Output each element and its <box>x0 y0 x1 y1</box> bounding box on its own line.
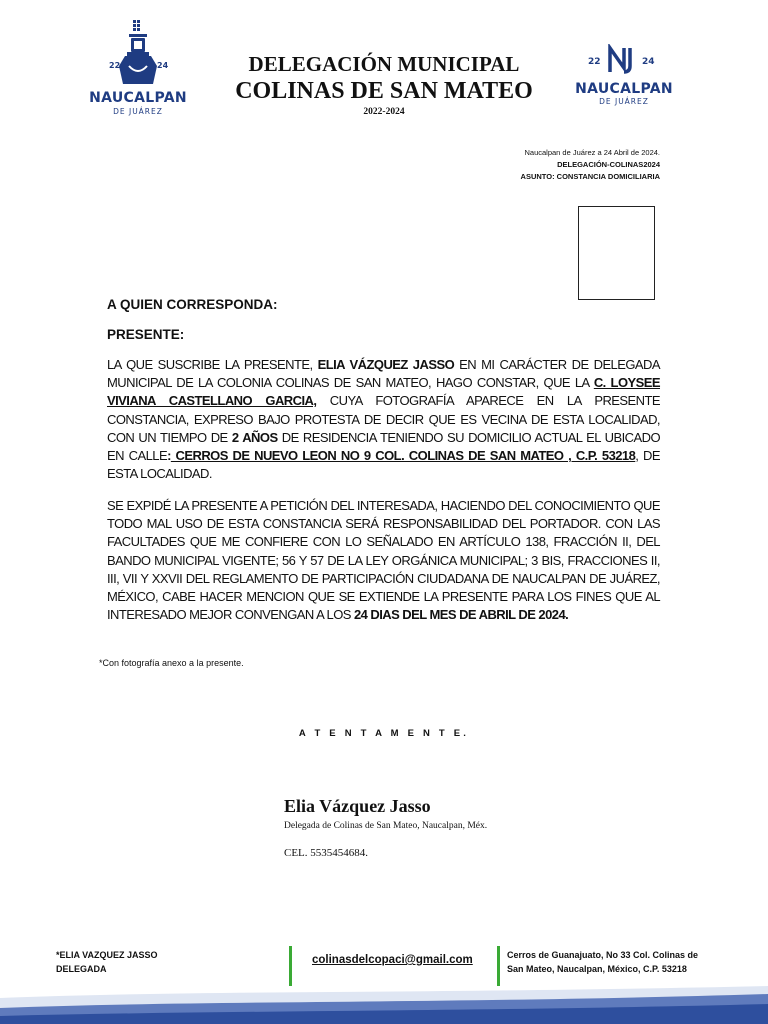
title-period: 2022-2024 <box>363 107 405 117</box>
p2-date: 24 DIAS DEL MES DE ABRIL DE 2024. <box>353 607 569 623</box>
p1-colon: : <box>167 448 171 464</box>
footer-divider <box>289 946 292 986</box>
document-subject: ASUNTO: CONSTANCIA DOMICILIARIA <box>520 172 660 181</box>
footer-divider <box>497 946 500 986</box>
logo-right-num-left: 22 <box>588 57 601 67</box>
p1-resident-name: C. LOYSEE VIVIANA CASTELLANO GARCIA, <box>107 375 660 409</box>
logo-right-num-right: 24 <box>642 57 655 67</box>
footer-email-link[interactable]: colinasdelcopaci@gmail.com <box>312 954 473 966</box>
document-reference: DELEGACIÓN-COLINAS2024 <box>557 160 660 169</box>
title-line2: COLINAS DE SAN MATEO <box>235 78 533 104</box>
paragraph-2 <box>107 497 660 624</box>
title-line1: DELEGACIÓN MUNICIPAL <box>248 52 520 76</box>
kiosk-emblem-icon <box>103 18 173 88</box>
footer-name: *ELIA VAZQUEZ JASSO <box>56 950 158 960</box>
logo-left-num-left: 22 <box>109 61 121 70</box>
logo-left-city: NAUCALPAN <box>89 90 187 106</box>
document-date: Naucalpan de Juárez a 24 Abril de 2024. <box>524 148 660 157</box>
logo-right-city: NAUCALPAN <box>575 81 673 97</box>
logo-left-num-right: 24 <box>157 61 169 70</box>
footer-address: Cerros de Guanajuato, No 33 Col. Colinas de San Mateo, Naucalpan, México, C.P. 53218 <box>507 950 699 974</box>
p1-years: 2 AÑOS <box>231 429 278 445</box>
salutation: A QUIEN CORRESPONDA: <box>107 297 278 312</box>
photo-placeholder <box>578 206 655 300</box>
p1-text-c: CUYA FOTOGRAFÍA APARECE EN LA PRESENTE CONSTANCIA, EXPRESO BAJO PROTESTA DE DECIR QUE ES VECINA DE ESTA LOCALIDAD, CON UN TIEMPO DE <box>107 393 661 445</box>
signer-role: Delegada de Colinas de San Mateo, Naucalpan, Méx. <box>284 821 488 831</box>
footer-contact <box>56 948 158 976</box>
p1-signer-name: ELIA VÁZQUEZ JASSO <box>317 357 455 372</box>
present-label: PRESENTE: <box>107 327 185 342</box>
p1-text-a: LA QUE SUSCRIBE LA PRESENTE, <box>107 357 318 372</box>
signer-phone: CEL. 5535454684. <box>284 847 369 859</box>
nj-monogram-icon <box>584 44 664 74</box>
p1-address: CERROS DE NUEVO LEON NO 9 COL. COLINAS DE SAN MATEO , C.P. 53218 <box>170 448 636 464</box>
p1-text-b: EN MI CARÁCTER DE DELEGADA MUNICIPAL DE LA COLONIA COLINAS DE SAN MATEO, HAGO CONSTAR, QUE LA <box>107 357 661 391</box>
paragraph-1 <box>107 356 660 483</box>
closing-regards: A T E N T A M E N T E. <box>298 728 470 739</box>
photo-note: *Con fotografía anexo a la presente. <box>99 658 244 668</box>
footer-title: DELEGADA <box>56 964 107 974</box>
naucalpan-logo-left <box>88 18 188 120</box>
naucalpan-logo-right <box>566 44 682 112</box>
p1-text-d: DE RESIDENCIA TENIENDO SU DOMICILIO ACTUAL EL UBICADO EN CALLE <box>107 429 661 464</box>
logo-left-sub: DE JUÁREZ <box>113 107 163 116</box>
p1-text-e: , DE ESTA LOCALIDAD. <box>107 448 660 482</box>
logo-right-sub: DE JUÁREZ <box>599 97 649 106</box>
p2-text-a: SE EXPIDÉ LA PRESENTE A PETICIÓN DEL INTERESADA, HACIENDO DEL CONOCIMIENTO QUE TODO MAL USO DE ESTA CONSTANCIA SERÁ RESPONSABILIDAD DEL PORTADOR. CON LAS FACULTADES QUE ME CONFIERE CON LO SEÑALADO EN ARTÍCULO 138, FRACCIÓN II, DEL BANDO MUNICIPAL VIGENTE; 56 Y 57 DE LA LEY ORGÁNICA MUNICIPAL; 3 BIS, FRACCIONES II, III, VII Y XXVII DEL REGLAMENTO DE PARTICIPACIÓN CIUDADANA DE NAUCALPAN DE JUÁREZ, MÉXICO, CABE HACER MENCION QUE SE EXTIENDE LA PRESENTE PARA LOS FINES QUE AL INTERESADO MEJOR CONVENGAN A LOS <box>107 498 660 623</box>
signer-name: Elia Vázquez Jasso <box>284 796 431 816</box>
